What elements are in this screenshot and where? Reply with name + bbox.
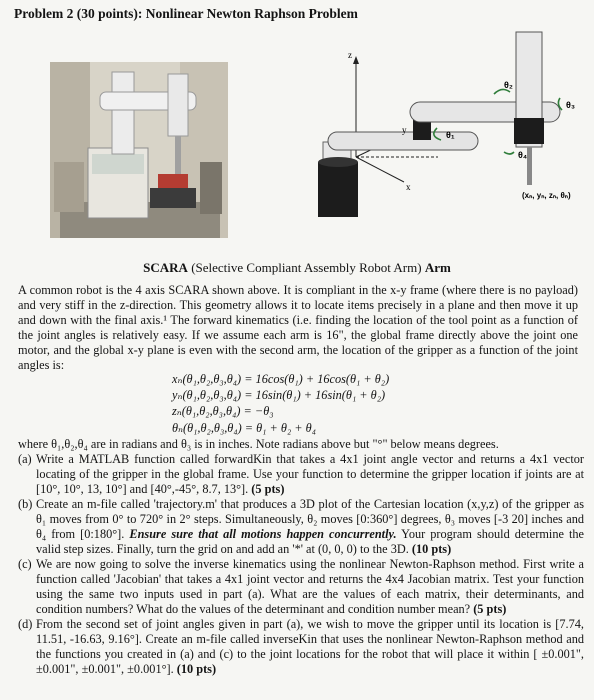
part-a bbox=[18, 452, 584, 497]
part-c-label: (c) bbox=[18, 557, 32, 571]
z-axis-label: z bbox=[348, 50, 352, 60]
theta1-label: θ₁ bbox=[446, 130, 455, 140]
units-note: where θ₁,θ₂,θ₄ are in radians and θ₃ is in inches. Note radians above but "°" below means degrees. bbox=[18, 437, 499, 451]
scara-kinematic-diagram bbox=[318, 22, 588, 222]
quill-shaft bbox=[527, 147, 532, 185]
part-b-points: (10 pts) bbox=[408, 542, 452, 556]
x-axis-line bbox=[356, 157, 404, 182]
problem-title: Problem 2 (30 points): Nonlinear Newton Raphson Problem bbox=[14, 6, 358, 21]
theta3-label: θ₃ bbox=[566, 100, 576, 110]
part-b-text2: Your program should determine the valid step sizes. Finally, turn the grid on and add an '*' at (0, 0, 0) to the 3D. bbox=[36, 527, 584, 556]
caption-text: (Selective Compliant Assembly Robot Arm) bbox=[187, 260, 425, 275]
z-axis-arrow bbox=[353, 56, 359, 64]
equation-y: yₙ(θ₁,θ₂,θ₃,θ₄) = 16sin(θ₁) + 16sin(θ₁ + θ₂) bbox=[172, 388, 386, 403]
equation-x: xₙ(θ₁,θ₂,θ₃,θ₄) = 16cos(θ₁) + 16cos(θ₁ + θ₂) bbox=[172, 372, 390, 386]
part-c bbox=[18, 557, 584, 617]
part-c-points: (5 pts) bbox=[470, 602, 507, 616]
part-d bbox=[18, 617, 584, 677]
scara-robot-photo bbox=[50, 62, 228, 238]
problem-parts bbox=[18, 452, 584, 677]
theta4-label: θ₄ bbox=[518, 150, 528, 160]
caption-acronym: SCARA bbox=[143, 260, 188, 275]
part-b bbox=[18, 497, 584, 557]
part-b-emphasis: Ensure sure that all motions happen concurrently. bbox=[124, 527, 397, 541]
part-b-text: Create an m-file called 'trajectory.m' that produces a 3D plot of the Cartesian location (x,y,z) of the gripper as θ₁ moves from 0° to 720° in 2° steps. Simultaneously, θ₂ moves [0:360°] degrees, θ₃ moves [-3 20] inches and θ₄ from [0:180°]. bbox=[36, 497, 584, 541]
part-a-text: Write a MATLAB function called forwardKin that takes a 4x1 joint angle vector and returns a 4x1 vector locating of the gripper in the global frame. Use your function to determine the gripper location if joints are at [10°, 10°, 13, 10°] and [40°,-45°, 8.7, 13°]. bbox=[36, 452, 584, 496]
intro-paragraph: A common robot is the 4 axis SCARA shown above. It is compliant in the x-y frame (where there is no payload) and very stiff in the z-direction. This geometry allows it to locate items precisely in a plane and then move it up and down with the final axis.¹ The forward kinematics (i.e. finding the location of the tool point as a function of the joint angles is relatively easy. If we assume each arm is 16", the global frame directly above the joint one motor, and the global x-y plane is even with the second arm, the location of the gripper as a function of the joint angles is: bbox=[18, 283, 578, 372]
part-b-label: (b) bbox=[18, 497, 33, 511]
base-top-ellipse bbox=[318, 157, 358, 167]
part-d-text: From the second set of joint angles given in part (a), we wish to move the gripper until its location is [7.74, 11.51, -16.63, 9.16°]. Create an m-file called inverseKin that uses the nonlinear Newton-Raphson method and the functions you created in (a) and (c) to the joint locations for the robot that will place it within [ ±0.001", ±0.001", ±0.001", ±0.001°]. bbox=[36, 617, 584, 676]
part-d-label: (d) bbox=[18, 617, 33, 631]
kinematics-equations bbox=[172, 371, 389, 436]
part-a-label: (a) bbox=[18, 452, 32, 466]
theta2-label: θ₂ bbox=[504, 80, 513, 90]
caption-arm: Arm bbox=[424, 260, 451, 275]
theta4-rotation-arrow bbox=[504, 152, 514, 154]
part-c-text: We are now going to solve the inverse kinematics using the nonlinear Newton-Raphson method. First write a function called 'Jacobian' that takes a 4x1 joint vector and returns the 4x4 Jacobian matrix. Test your function using the same two inputs used in part (a). What are the values of each matrix, their determinants, and condition numbers? What do the values of the determinant and condition number mean? bbox=[36, 557, 584, 616]
theta2-rotation-arrow bbox=[494, 89, 510, 94]
column-collar bbox=[514, 118, 544, 144]
equation-z: zₙ(θ₁,θ₂,θ₃,θ₄) = −θ₃ bbox=[172, 404, 274, 419]
end-point-label: (xₙ, yₙ, zₙ, θₙ) bbox=[522, 191, 571, 200]
scara-photo-drawing bbox=[50, 62, 228, 238]
equation-theta: θₙ(θ₁,θ₂,θ₃,θ₄) = θ₁ + θ₂ + θ₄ bbox=[172, 420, 316, 435]
y-axis-label: y bbox=[402, 125, 407, 135]
part-a-points: (5 pts) bbox=[248, 482, 285, 496]
part-d-points: (10 pts) bbox=[173, 662, 217, 676]
base-cylinder-dark bbox=[318, 162, 358, 217]
figure-caption bbox=[0, 260, 594, 276]
x-axis-label: x bbox=[406, 182, 411, 192]
